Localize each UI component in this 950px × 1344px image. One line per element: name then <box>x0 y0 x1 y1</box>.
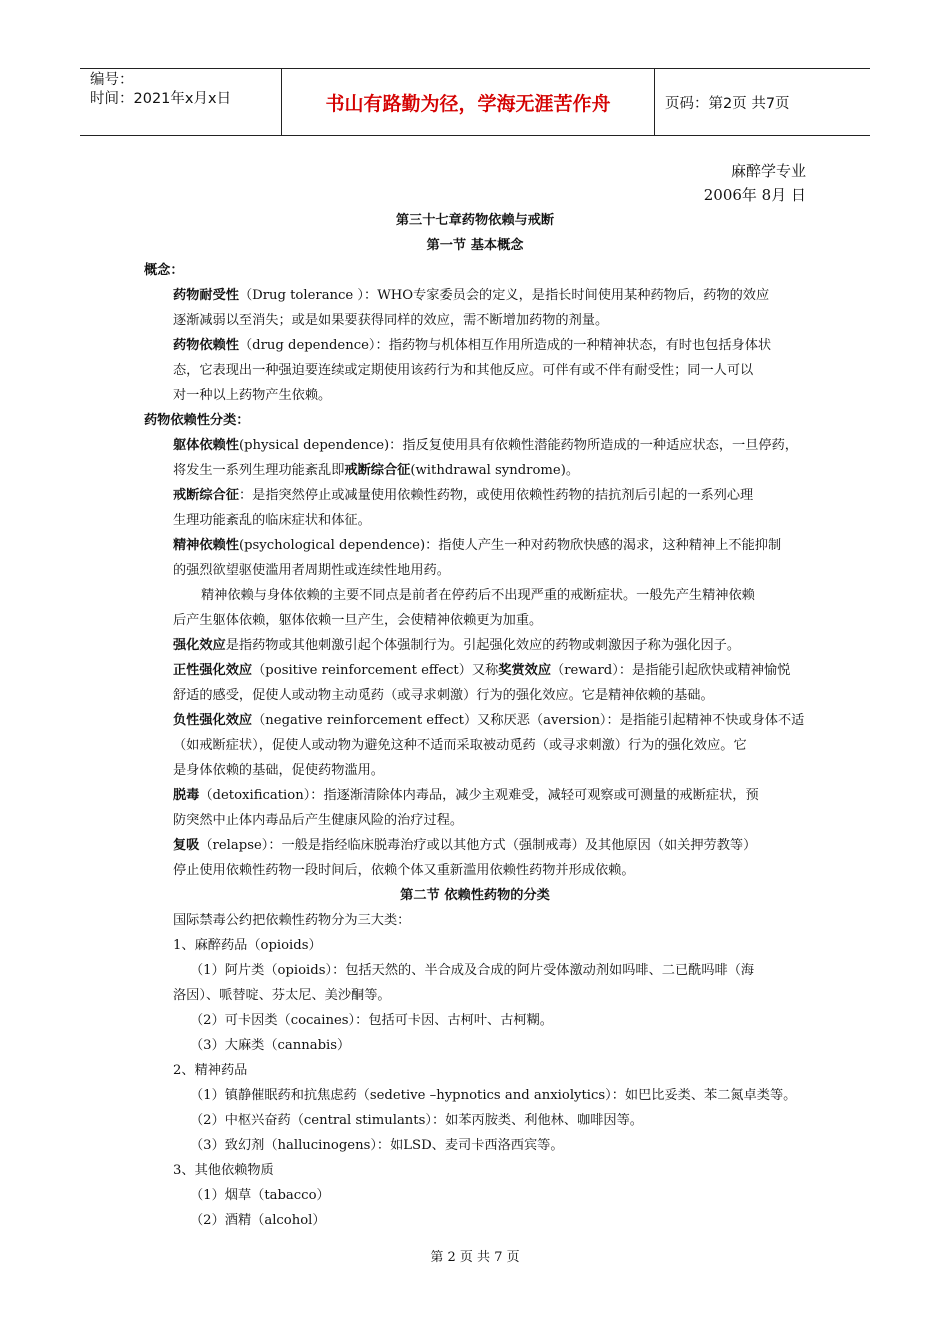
paragraph-dependence-line3: 对一种以上药物产生依赖。 <box>173 388 332 403</box>
category3-item1: （1）烟草（tabacco） <box>190 1188 330 1203</box>
concept-heading: 概念： <box>144 263 184 278</box>
section1-title: 第一节 基本概念 <box>426 238 524 253</box>
category3-item2: （2）酒精（alcohol） <box>190 1213 326 1228</box>
paragraph-physical-line1: 躯体依赖性(physical dependence)：指反复使用具有依赖性潜能药物所造成的一种适应状态，一旦停药， <box>173 438 798 453</box>
page-header <box>80 68 870 136</box>
paragraph-tolerance-line2: 逐渐减弱以至消失；或是如果要获得同样的效应，需不断增加药物的剂量。 <box>173 313 609 328</box>
paragraph-negative-line2: （如戒断症状），促使人或动物为避免这种不适而采取被动觅药（或寻求刺激）行为的强化效应。它 <box>173 738 747 753</box>
category2-title: 2、精神药品 <box>173 1063 248 1078</box>
paragraph-dependence-line2: 态，它表现出一种强迫要连续或定期使用该药行为和其他反应。可伴有或不伴有耐受性；同一人可以 <box>173 363 754 378</box>
chapter-title: 第三十七章药物依赖与戒断 <box>395 213 555 228</box>
paragraph-negative-line1: 负性强化效应（negative reinforcement effect）又称厌恶（aversion）：是指能引起精神不快或身体不适 <box>173 713 805 728</box>
category1-item3: （3）大麻类（cannabis） <box>190 1038 351 1053</box>
category1-item1-line1: （1）阿片类（opioids）：包括天然的、半合成及合成的阿片受体激动剂如吗啡、二已酰吗啡（海 <box>190 963 755 978</box>
category2-item2: （2）中枢兴奋药（central stimulants）：如苯丙胺类、利他林、咖啡因等。 <box>190 1113 643 1128</box>
section2-title: 第二节 依赖性药物的分类 <box>400 888 550 903</box>
term-psychological: 精神依赖性 <box>173 538 239 553</box>
term-relapse: 复吸 <box>173 838 200 853</box>
page-footer: 第 2 页 共 7 页 <box>430 1250 520 1265</box>
paragraph-difference-line1: 精神依赖与身体依赖的主要不同点是前者在停药后不出现严重的戒断症状。一般先产生精神依赖 <box>201 588 755 603</box>
term-reinforcement: 强化效应 <box>173 638 226 653</box>
paragraph-positive-line1: 正性强化效应（positive reinforcement effect）又称奖赏效应（reward）：是指能引起欣快或精神愉悦 <box>173 663 791 678</box>
paragraph-relapse-line2: 停止使用依赖性药物一段时间后，依赖个体又重新滥用依赖性药物并形成依赖。 <box>173 863 635 878</box>
document-number: 编号： <box>90 72 134 88</box>
paragraph-withdrawal-line2: 生理功能紊乱的临床症状和体征。 <box>173 513 371 528</box>
category1-item1-line2: 洛因）、哌替啶、芬太尼、美沙酮等。 <box>173 988 391 1003</box>
paragraph-difference-line2: 后产生躯体依赖，躯体依赖一旦产生，会使精神依赖更为加重。 <box>173 613 543 628</box>
section2-intro: 国际禁毒公约把依赖性药物分为三大类： <box>173 913 411 928</box>
header-meta-cell <box>80 69 282 135</box>
paragraph-reinforcement: 强化效应是指药物或其他刺激引起个体强制行为。引起强化效应的药物或刺激因子称为强化因子。 <box>173 638 741 653</box>
paragraph-detox-line1: 脱毒（detoxification）：指逐渐清除体内毒品，减少主观难受，减轻可观察或可测量的戒断症状，预 <box>173 788 759 803</box>
term-physical: 躯体依赖性 <box>173 438 239 453</box>
term-detox: 脱毒 <box>173 788 200 803</box>
category2-item1: （1）镇静催眠药和抗焦虑药（sedetive –hypnotics and anxiolytics）：如巴比妥类、苯二氮卓类等。 <box>190 1088 797 1103</box>
header-motto: 书山有路勤为径，学海无涯苦作舟 <box>282 69 655 135</box>
paragraph-tolerance-line1: 药物耐受性（Drug tolerance ）：WHO专家委员会的定义，是指长时间使用某种药物后，药物的效应 <box>173 288 770 303</box>
paragraph-dependence-line1: 药物依赖性（drug dependence）：指药物与机体相互作用所造成的一种精神状态，有时也包括身体状 <box>173 338 772 353</box>
term-dependence: 药物依赖性 <box>173 338 239 353</box>
paragraph-psychological-line1: 精神依赖性(psychological dependence)：指使人产生一种对药物欣快感的渴求，这种精神上不能抑制 <box>173 538 782 553</box>
classification-heading: 药物依赖性分类： <box>144 413 250 428</box>
term-withdrawal: 戒断综合征 <box>173 488 239 503</box>
paragraph-negative-line3: 是身体依赖的基础，促使药物滥用。 <box>173 763 384 778</box>
term-tolerance: 药物耐受性 <box>173 288 239 303</box>
major-label: 麻醉学专业 <box>730 162 806 180</box>
term-positive: 正性强化效应 <box>173 663 253 678</box>
document-time: 时间：2021年x月x日 <box>90 91 232 107</box>
paragraph-relapse-line1: 复吸（relapse）：一般是指经临床脱毒治疗或以其他方式（强制戒毒）及其他原因（如关押劳教等） <box>173 838 757 853</box>
category3-title: 3、其他依赖物质 <box>173 1163 274 1178</box>
category1-item2: （2）可卡因类（cocaines）：包括可卡因、古柯叶、古柯糊。 <box>190 1013 553 1028</box>
header-page-info: 页码：第2页 共7页 <box>665 95 790 112</box>
paragraph-positive-line2: 舒适的感受，促使人或动物主动觅药（或寻求刺激）行为的强化效应。它是精神依赖的基础。 <box>173 688 714 703</box>
category2-item3: （3）致幻剂（hallucinogens）：如LSD、麦司卡西洛西宾等。 <box>190 1138 564 1153</box>
date-label: 2006年 8月 日 <box>703 186 806 204</box>
paragraph-psychological-line2: 的强烈欲望驱使滥用者周期性或连续性地用药。 <box>173 563 450 578</box>
paragraph-physical-line2: 将发生一系列生理功能紊乱即戒断综合征(withdrawal syndrome)。 <box>173 463 580 478</box>
category1-title: 1、麻醉药品（opioids） <box>173 938 322 953</box>
term-negative: 负性强化效应 <box>173 713 253 728</box>
paragraph-detox-line2: 防突然中止体内毒品后产生健康风险的治疗过程。 <box>173 813 464 828</box>
paragraph-withdrawal-line1: 戒断综合征：是指突然停止或减量使用依赖性药物，或使用依赖性药物的拮抗剂后引起的一系列心理 <box>173 488 754 503</box>
